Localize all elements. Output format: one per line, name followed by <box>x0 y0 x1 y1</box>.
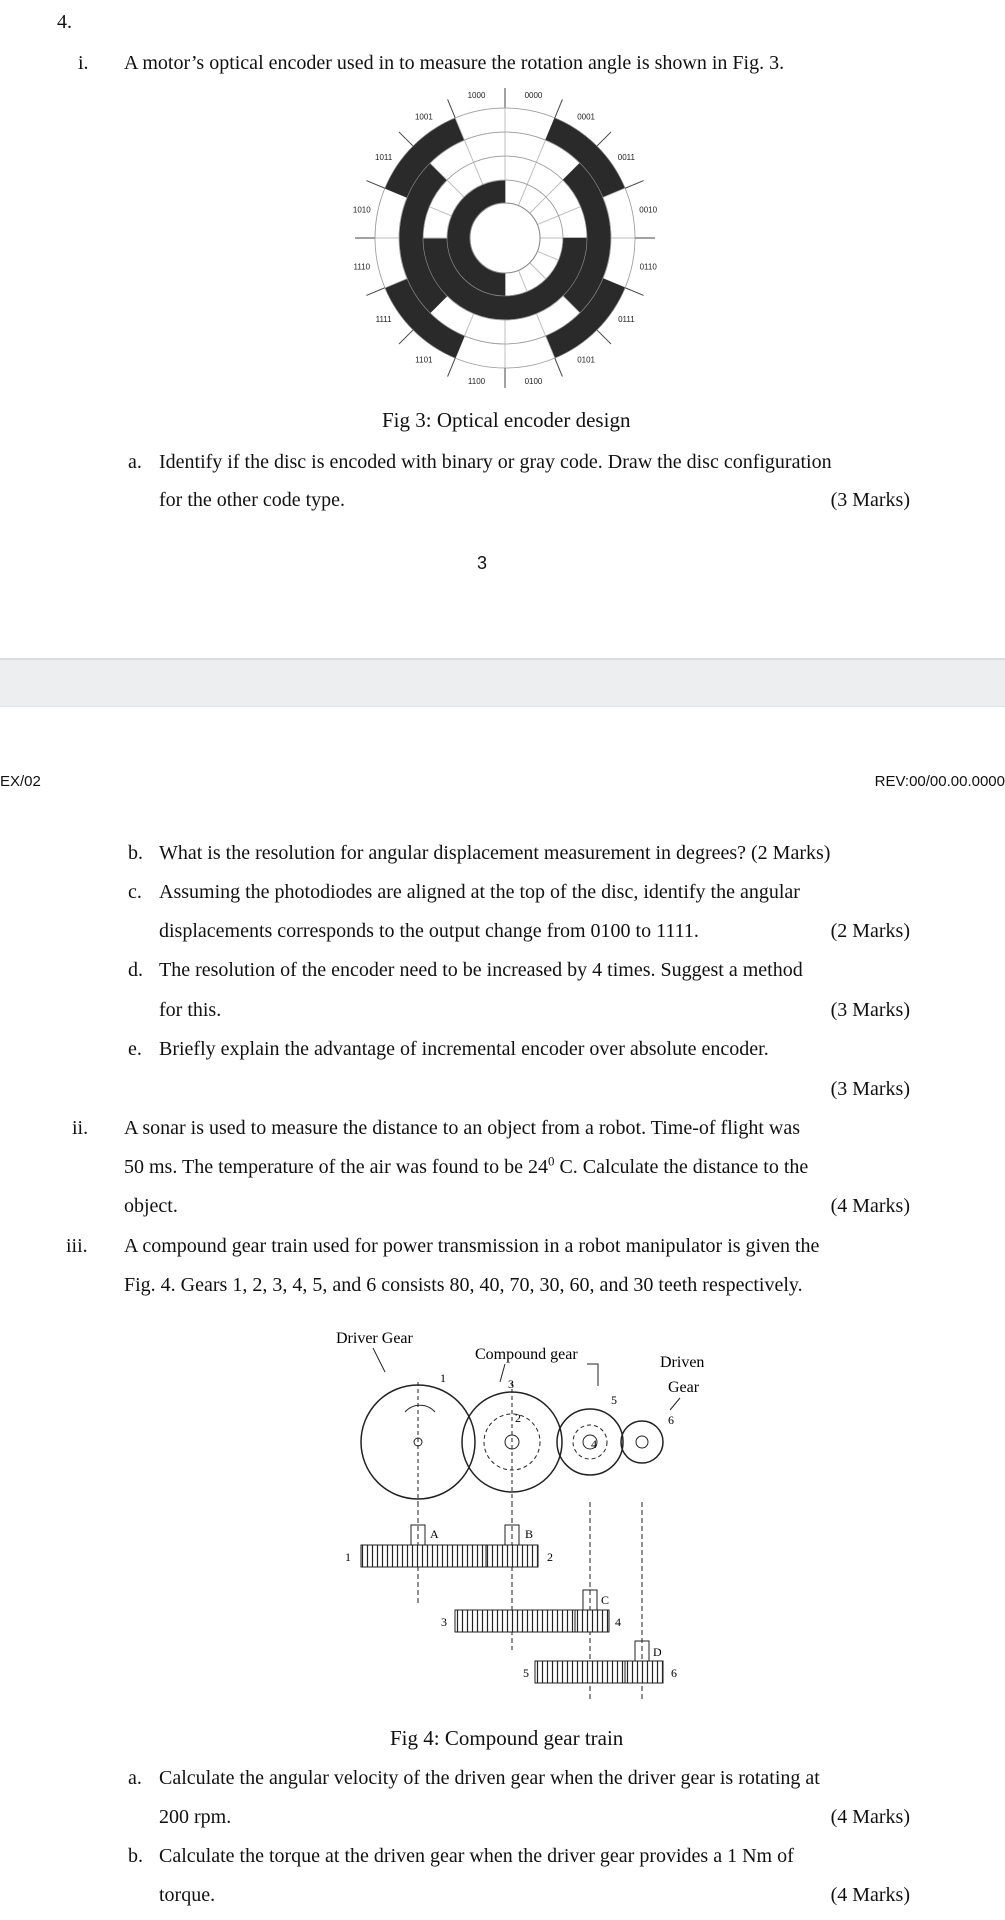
item-iii-a-marks: (4 Marks) <box>830 1806 910 1828</box>
encoder-hub <box>470 203 540 273</box>
encoder-sector-divider <box>399 330 413 344</box>
gear-1-side-label: 1 <box>345 1550 351 1564</box>
encoder-sector-divider <box>366 288 384 296</box>
gear-5-face <box>557 1409 623 1475</box>
part-i-numeral: i. <box>78 52 89 74</box>
gear-1-side <box>361 1545 486 1567</box>
encoder-sector-divider <box>448 99 456 117</box>
page-break <box>0 658 1005 707</box>
item-iii-b-line1: Calculate the torque at the driven gear when the driver gear provides a 1 Nm of <box>159 1845 794 1867</box>
item-b-line1: What is the resolution for angular displacement measurement in degrees? (2 Marks) <box>159 842 831 864</box>
gear-5-side-label: 5 <box>523 1666 529 1680</box>
encoder-code-label: 0100 <box>524 377 543 387</box>
part-ii-line2: 50 ms. The temperature of the air was found to be $24^0$ C. Calculate the distance to the <box>124 1153 809 1178</box>
item-a-line2: for the other code type. <box>159 489 346 511</box>
item-a-line1: Identify if the disc is encoded with binary or gray code. Draw the disc configuration <box>159 451 832 473</box>
compound-leader-line-1 <box>500 1364 505 1382</box>
gear-train-drawing <box>325 1320 725 1710</box>
item-c-marks: (2 Marks) <box>830 920 910 942</box>
shaft-a-label: A <box>430 1527 439 1541</box>
revision-label: REV:00/00.00.0000 <box>874 773 1005 790</box>
shaft-d-label: D <box>653 1645 662 1659</box>
encoder-sector-divider <box>597 330 611 344</box>
encoder-code-label: 1111 <box>375 315 392 325</box>
item-c-line2: displacements corresponds to the output change from 0100 to 1111. <box>159 920 699 942</box>
part-ii-numeral: ii. <box>72 1117 89 1139</box>
encoder-sector-divider <box>555 99 563 117</box>
part-iii-line1: A compound gear train used for power transmission in a robot manipulator is given the <box>124 1235 820 1257</box>
item-d-letter: d. <box>128 959 143 981</box>
encoder-code-label: 1001 <box>414 112 433 122</box>
fig3-encoder-figure <box>345 88 665 388</box>
encoder-code-label: 1010 <box>352 205 371 215</box>
item-e-line1: Briefly explain the advantage of incremental encoder over absolute encoder. <box>159 1038 769 1060</box>
gear-6-side-label: 6 <box>671 1666 677 1680</box>
encoder-code-label: 0111 <box>618 315 635 325</box>
driven-gear-label-2: Gear <box>668 1379 700 1396</box>
encoder-sector-divider <box>625 288 643 296</box>
question-number: 4. <box>57 11 72 33</box>
driver-gear-label: Driver Gear <box>336 1330 413 1347</box>
encoder-sector-divider <box>399 132 413 146</box>
shaft-b-label: B <box>525 1527 534 1541</box>
gear-6-shaft <box>636 1436 648 1448</box>
encoder-sector-divider <box>625 181 643 189</box>
driver-leader-line <box>373 1348 385 1372</box>
gear-2-side-label: 2 <box>547 1550 553 1564</box>
encoder-code-label: 1011 <box>375 152 393 162</box>
encoder-code-label: 0010 <box>639 205 658 215</box>
item-iii-a-letter: a. <box>128 1767 142 1789</box>
driven-gear-label-1: Driven <box>660 1354 705 1371</box>
fig3-caption: Fig 3: Optical encoder design <box>382 408 631 432</box>
gear-4-side-label: 4 <box>615 1615 621 1629</box>
encoder-code-label: 0101 <box>577 355 596 365</box>
part-ii-line1: A sonar is used to measure the distance to an object from a robot. Time-of flight was <box>124 1117 800 1139</box>
encoder-sector-divider <box>366 181 384 189</box>
item-e-letter: e. <box>128 1038 142 1060</box>
encoder-code-label: 0000 <box>524 90 543 100</box>
fig4-gear-train <box>325 1320 725 1710</box>
gear-3-side-label: 3 <box>441 1615 447 1629</box>
driven-leader-line <box>670 1398 680 1410</box>
item-iii-b-letter: b. <box>128 1845 143 1867</box>
gear-6-face-number: 6 <box>668 1413 674 1427</box>
item-b-letter: b. <box>128 842 143 864</box>
part-iii-numeral: iii. <box>66 1235 88 1257</box>
gear-6-side <box>625 1661 663 1683</box>
item-iii-b-marks: (4 Marks) <box>830 1884 910 1906</box>
item-d-line2: for this. <box>159 999 222 1021</box>
encoder-code-label: 1110 <box>353 262 371 272</box>
part-i-text: A motor’s optical encoder used in to measure the rotation angle is shown in Fig. 3. <box>124 52 785 74</box>
encoder-code-label: 0110 <box>639 262 657 272</box>
doc-code: EX/02 <box>0 773 41 790</box>
encoder-sector-divider <box>597 132 611 146</box>
item-c-line1: Assuming the photodiodes are aligned at the top of the disc, identify the angular <box>159 881 800 903</box>
page-number: 3 <box>477 553 488 573</box>
encoder-code-label: 1101 <box>415 355 433 365</box>
gear-2-side <box>486 1545 538 1567</box>
fig4-caption: Fig 4: Compound gear train <box>390 1726 624 1750</box>
part-ii-line3: object. <box>124 1195 178 1217</box>
encoder-code-label: 0011 <box>617 152 635 162</box>
item-iii-a-line2: 200 rpm. <box>159 1806 232 1828</box>
gear-4-side <box>575 1610 609 1632</box>
encoder-code-label: 0001 <box>577 112 596 122</box>
gear-3-side <box>455 1610 575 1632</box>
gear-1-face-number: 1 <box>440 1371 446 1385</box>
gear-4-face-number: 4 <box>591 1437 597 1451</box>
item-a-marks: (3 Marks) <box>830 489 910 511</box>
encoder-code-label: 1000 <box>467 90 486 100</box>
item-e-marks: (3 Marks) <box>830 1078 910 1100</box>
item-c-letter: c. <box>128 881 142 903</box>
compound-gear-label: Compound gear <box>475 1346 578 1363</box>
gear-5-face-number: 5 <box>611 1393 617 1407</box>
encoder-code-label: 1100 <box>467 377 486 387</box>
gear-3-face-number: 3 <box>508 1377 514 1391</box>
gear-2-face-number: 2 <box>515 1411 521 1425</box>
item-a-letter: a. <box>128 451 142 473</box>
item-iii-a-line1: Calculate the angular velocity of the driven gear when the driver gear is rotating at <box>159 1767 820 1789</box>
part-ii-marks: (4 Marks) <box>830 1195 910 1217</box>
compound-leader-line-2 <box>587 1364 598 1386</box>
encoder-sector-divider <box>555 358 563 376</box>
gear-5-side <box>535 1661 625 1683</box>
encoder-sector-divider <box>448 358 456 376</box>
item-d-marks: (3 Marks) <box>830 999 910 1021</box>
item-iii-b-line2: torque. <box>159 1884 216 1906</box>
shaft-c-label: C <box>601 1593 610 1607</box>
gear-6-face <box>621 1421 663 1463</box>
gear-4-face <box>573 1425 607 1459</box>
encoder-disc <box>345 88 665 388</box>
item-d-line1: The resolution of the encoder need to be increased by 4 times. Suggest a method <box>159 959 803 981</box>
part-iii-line2: Fig. 4. Gears 1, 2, 3, 4, 5, and 6 consists 80, 40, 70, 30, 60, and 30 teeth respectively. <box>124 1274 803 1296</box>
gear-1-rotation-arrow <box>405 1405 435 1412</box>
